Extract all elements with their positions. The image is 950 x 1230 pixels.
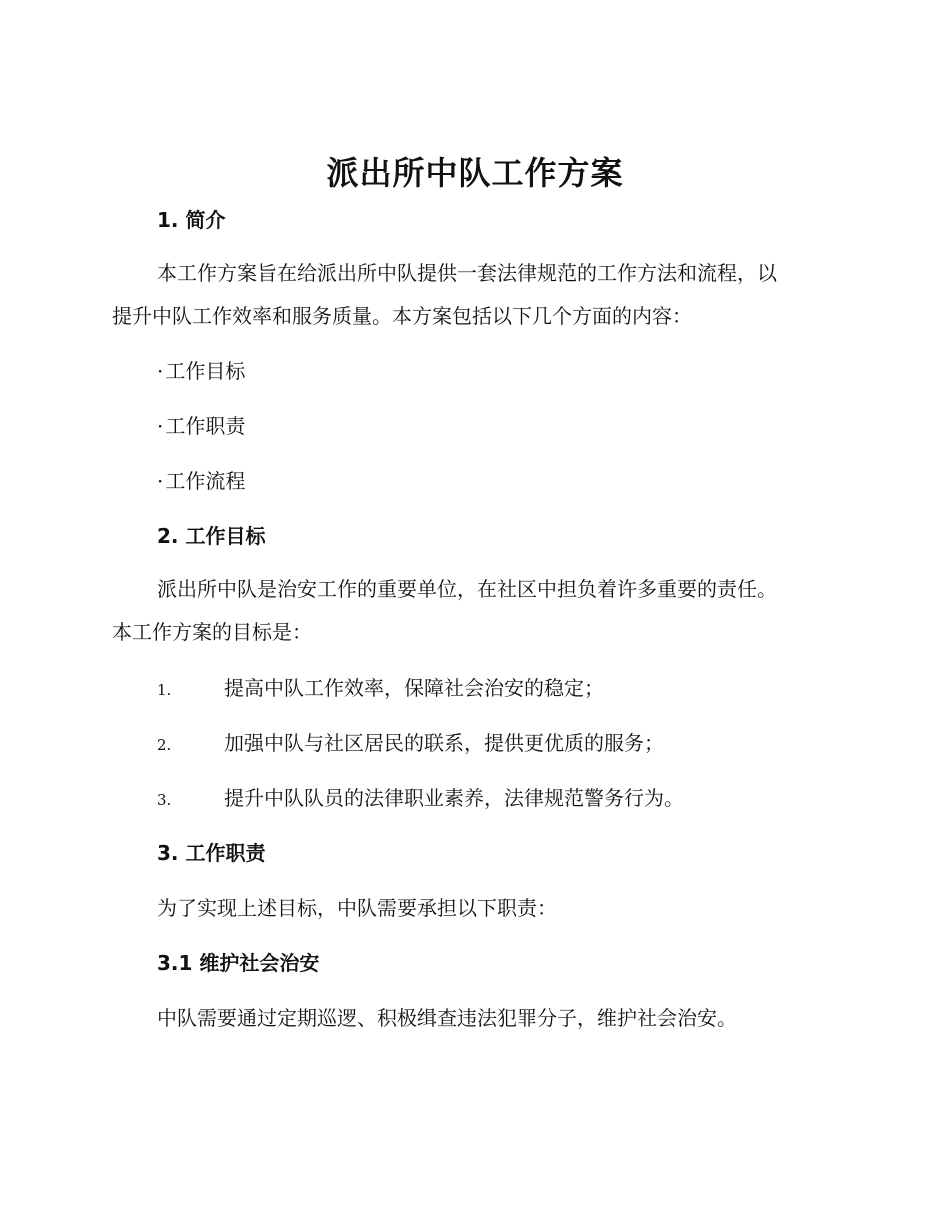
list-item-text: 加强中队与社区居民的联系，提供更优质的服务； <box>224 731 664 755</box>
list-item-number: 2. <box>157 736 172 754</box>
intro-paragraph-line-1: 本工作方案旨在给派出所中队提供一套法律规范的工作方法和流程，以 <box>157 261 777 285</box>
list-item-number: 3. <box>157 791 172 809</box>
duties-paragraph: 为了实现上述目标，中队需要承担以下职责： <box>157 896 557 920</box>
section-heading-intro: 1. 简介 <box>157 208 226 232</box>
goals-list-item <box>157 783 684 815</box>
intro-bullet-item <box>157 411 245 441</box>
list-item-text: 提高中队工作效率，保障社会治安的稳定； <box>224 676 604 700</box>
goals-list-item <box>157 673 604 705</box>
bullet-text: 工作目标 <box>165 359 246 383</box>
intro-bullet-item <box>157 356 245 386</box>
bullet-text: 工作职责 <box>165 414 246 438</box>
list-item-text: 提升中队队员的法律职业素养，法律规范警务行为。 <box>224 786 684 810</box>
document-title: 派出所中队工作方案 <box>326 154 624 192</box>
section-heading-duties: 3. 工作职责 <box>157 841 266 865</box>
goals-paragraph-line-2: 本工作方案的目标是： <box>112 620 312 644</box>
subsection-heading-security: 3.1 维护社会治安 <box>157 951 320 975</box>
bullet-dot: · <box>157 359 164 383</box>
bullet-text: 工作流程 <box>165 469 246 493</box>
bullet-dot: · <box>157 469 164 493</box>
intro-paragraph-line-2: 提升中队工作效率和服务质量。本方案包括以下几个方面的内容： <box>112 304 692 328</box>
security-paragraph: 中队需要通过定期巡逻、积极缉查违法犯罪分子，维护社会治安。 <box>157 1006 737 1030</box>
goals-paragraph <box>112 568 832 654</box>
bullet-dot: · <box>157 414 164 438</box>
intro-paragraph <box>112 252 832 338</box>
section-heading-goals: 2. 工作目标 <box>157 524 266 548</box>
intro-bullet-item <box>157 466 245 496</box>
goals-paragraph-line-1: 派出所中队是治安工作的重要单位，在社区中担负着许多重要的责任。 <box>157 577 777 601</box>
list-item-number: 1. <box>157 681 172 699</box>
goals-list-item <box>157 728 664 760</box>
